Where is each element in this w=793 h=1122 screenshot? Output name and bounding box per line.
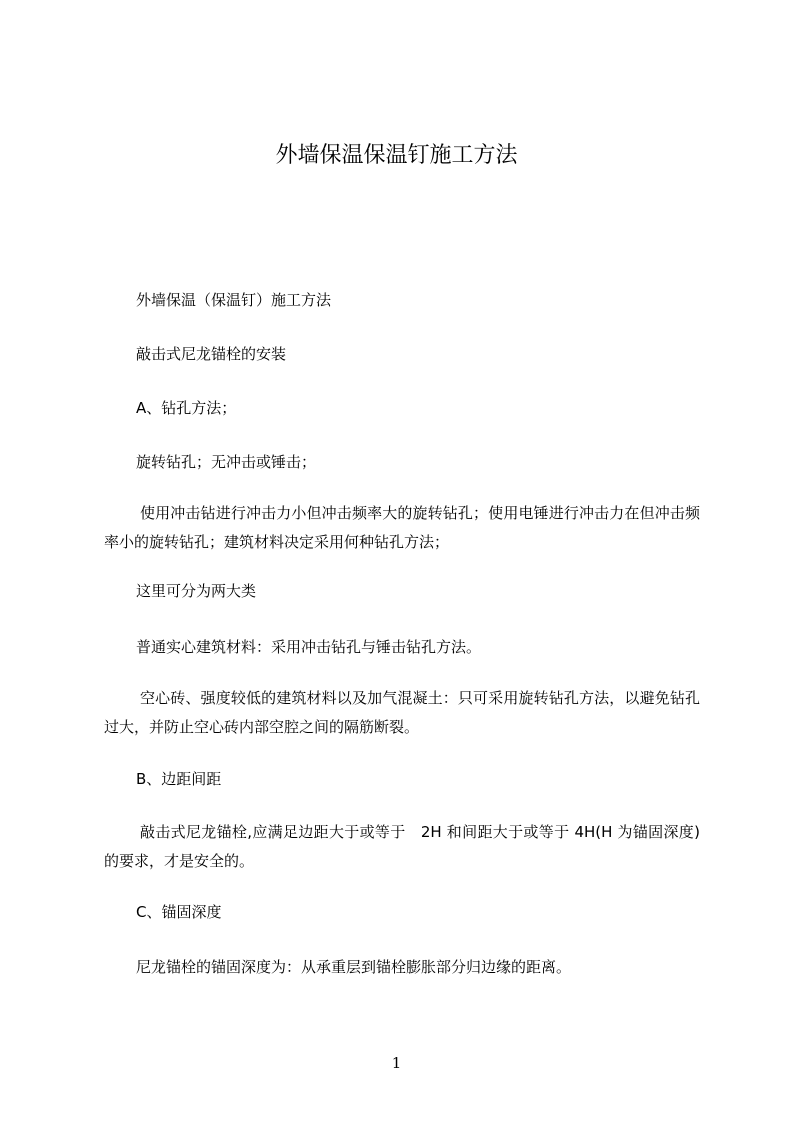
paragraph: B、边距间距 xyxy=(136,770,222,788)
paragraph: C、锚固深度 xyxy=(136,903,222,921)
paragraph: 尼龙锚栓的锚固深度为：从承重层到锚栓膨胀部分归边缘的距离。 xyxy=(136,958,572,976)
paragraph: 敲击式尼龙锚栓的安装 xyxy=(136,345,287,363)
paragraph: 旋转钻孔；无冲击或锤击； xyxy=(136,453,317,471)
paragraph: 空心砖、强度较低的建筑材料以及加气混凝土：只可采用旋转钻孔方法，以避免钻孔过大，并防止空心砖内部空腔之间的隔筋断裂。 xyxy=(104,689,700,736)
paragraph: 敲击式尼龙锚栓,应满足边距大于或等于 2H 和间距大于或等于 4H(H 为锚固深度)的要求，才是安全的。 xyxy=(104,823,700,870)
document-title: 外墙保温保温钉施工方法 xyxy=(275,143,518,168)
paragraph: A、钻孔方法； xyxy=(136,399,237,417)
paragraph: 使用冲击钻进行冲击力小但冲击频率大的旋转钻孔；使用电锤进行冲击力在但冲击频率小的旋转钻孔；建筑材料决定采用何种钻孔方法； xyxy=(104,504,700,551)
paragraph: 普通实心建筑材料：采用冲击钻孔与锤击钻孔方法。 xyxy=(136,638,482,656)
paragraph: 这里可分为两大类 xyxy=(136,582,257,600)
paragraph: 外墙保温（保温钉）施工方法 xyxy=(136,291,332,309)
page-number: 1 xyxy=(391,1054,402,1072)
